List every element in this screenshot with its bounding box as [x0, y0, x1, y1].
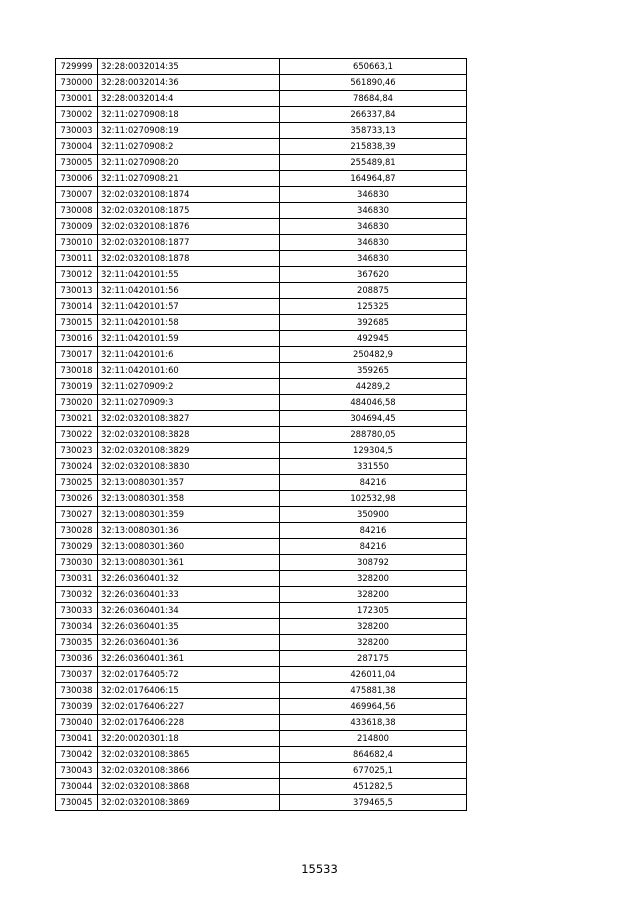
value-cell: 346830 [280, 219, 467, 235]
table-row [56, 587, 467, 603]
value-cell: 346830 [280, 235, 467, 251]
value-cell: 328200 [280, 619, 467, 635]
value-cell: 346830 [280, 203, 467, 219]
value-cell: 129304,5 [280, 443, 467, 459]
data-table [55, 58, 467, 811]
row-id-cell: 730039 [56, 699, 98, 715]
table-row [56, 299, 467, 315]
row-id-cell: 730006 [56, 171, 98, 187]
table-row [56, 331, 467, 347]
row-id-cell: 730018 [56, 363, 98, 379]
table-row [56, 651, 467, 667]
table-row [56, 267, 467, 283]
row-id-cell: 730020 [56, 395, 98, 411]
value-cell: 304694,45 [280, 411, 467, 427]
table-row [56, 219, 467, 235]
cadastral-number-cell: 32:02:0320108:3828 [98, 427, 280, 443]
value-cell: 287175 [280, 651, 467, 667]
value-cell: 255489,81 [280, 155, 467, 171]
row-id-cell: 730004 [56, 139, 98, 155]
cadastral-number-cell: 32:02:0320108:3829 [98, 443, 280, 459]
value-cell: 44289,2 [280, 379, 467, 395]
row-id-cell: 730029 [56, 539, 98, 555]
value-cell: 561890,46 [280, 75, 467, 91]
cadastral-number-cell: 32:13:0080301:359 [98, 507, 280, 523]
cadastral-number-cell: 32:02:0320108:3827 [98, 411, 280, 427]
row-id-cell: 730008 [56, 203, 98, 219]
row-id-cell: 730013 [56, 283, 98, 299]
table-row [56, 763, 467, 779]
value-cell: 392685 [280, 315, 467, 331]
cadastral-number-cell: 32:11:0270908:20 [98, 155, 280, 171]
table-row [56, 75, 467, 91]
cadastral-number-cell: 32:02:0320108:1876 [98, 219, 280, 235]
cadastral-number-cell: 32:02:0176406:15 [98, 683, 280, 699]
value-cell: 215838,39 [280, 139, 467, 155]
row-id-cell: 730024 [56, 459, 98, 475]
table-row [56, 315, 467, 331]
value-cell: 328200 [280, 635, 467, 651]
row-id-cell: 730015 [56, 315, 98, 331]
value-cell: 214800 [280, 731, 467, 747]
row-id-cell: 730041 [56, 731, 98, 747]
table-row [56, 155, 467, 171]
table-row [56, 363, 467, 379]
table-row [56, 347, 467, 363]
cadastral-number-cell: 32:28:0032014:35 [98, 59, 280, 75]
cadastral-number-cell: 32:26:0360401:35 [98, 619, 280, 635]
cadastral-number-cell: 32:11:0420101:56 [98, 283, 280, 299]
cadastral-number-cell: 32:02:0320108:3865 [98, 747, 280, 763]
table-row [56, 507, 467, 523]
cadastral-number-cell: 32:11:0420101:55 [98, 267, 280, 283]
row-id-cell: 729999 [56, 59, 98, 75]
row-id-cell: 730014 [56, 299, 98, 315]
cadastral-number-cell: 32:02:0320108:1874 [98, 187, 280, 203]
cadastral-number-cell: 32:20:0020301:18 [98, 731, 280, 747]
value-cell: 164964,87 [280, 171, 467, 187]
row-id-cell: 730042 [56, 747, 98, 763]
value-cell: 677025,1 [280, 763, 467, 779]
value-cell: 308792 [280, 555, 467, 571]
row-id-cell: 730034 [56, 619, 98, 635]
cadastral-number-cell: 32:02:0176405:72 [98, 667, 280, 683]
cadastral-number-cell: 32:26:0360401:34 [98, 603, 280, 619]
value-cell: 469964,56 [280, 699, 467, 715]
cadastral-number-cell: 32:02:0320108:3869 [98, 795, 280, 811]
value-cell: 331550 [280, 459, 467, 475]
value-cell: 125325 [280, 299, 467, 315]
table-row [56, 667, 467, 683]
cadastral-number-cell: 32:11:0420101:59 [98, 331, 280, 347]
row-id-cell: 730001 [56, 91, 98, 107]
value-cell: 250482,9 [280, 347, 467, 363]
cadastral-number-cell: 32:26:0360401:361 [98, 651, 280, 667]
value-cell: 328200 [280, 587, 467, 603]
cadastral-number-cell: 32:11:0420101:6 [98, 347, 280, 363]
table-row [56, 379, 467, 395]
table-row [56, 635, 467, 651]
row-id-cell: 730022 [56, 427, 98, 443]
table-row [56, 283, 467, 299]
row-id-cell: 730030 [56, 555, 98, 571]
cadastral-number-cell: 32:02:0320108:1877 [98, 235, 280, 251]
value-cell: 84216 [280, 523, 467, 539]
row-id-cell: 730011 [56, 251, 98, 267]
cadastral-number-cell: 32:02:0320108:1878 [98, 251, 280, 267]
row-id-cell: 730033 [56, 603, 98, 619]
value-cell: 172305 [280, 603, 467, 619]
value-cell: 346830 [280, 251, 467, 267]
row-id-cell: 730040 [56, 715, 98, 731]
cadastral-number-cell: 32:11:0420101:60 [98, 363, 280, 379]
value-cell: 346830 [280, 187, 467, 203]
value-cell: 350900 [280, 507, 467, 523]
value-cell: 426011,04 [280, 667, 467, 683]
table-row [56, 475, 467, 491]
row-id-cell: 730017 [56, 347, 98, 363]
cadastral-number-cell: 32:02:0320108:3868 [98, 779, 280, 795]
row-id-cell: 730023 [56, 443, 98, 459]
cadastral-number-cell: 32:13:0080301:357 [98, 475, 280, 491]
table-row [56, 395, 467, 411]
value-cell: 102532,98 [280, 491, 467, 507]
table-row [56, 123, 467, 139]
table-row [56, 443, 467, 459]
row-id-cell: 730032 [56, 587, 98, 603]
row-id-cell: 730025 [56, 475, 98, 491]
cadastral-number-cell: 32:11:0270908:21 [98, 171, 280, 187]
table-row [56, 139, 467, 155]
table-body [56, 59, 467, 811]
page-number: 15533 [301, 862, 338, 876]
row-id-cell: 730035 [56, 635, 98, 651]
table-row [56, 619, 467, 635]
row-id-cell: 730045 [56, 795, 98, 811]
cadastral-number-cell: 32:02:0176406:227 [98, 699, 280, 715]
cadastral-number-cell: 32:11:0270908:2 [98, 139, 280, 155]
table-row [56, 779, 467, 795]
value-cell: 475881,38 [280, 683, 467, 699]
cadastral-number-cell: 32:13:0080301:360 [98, 539, 280, 555]
row-id-cell: 730026 [56, 491, 98, 507]
row-id-cell: 730038 [56, 683, 98, 699]
table-row [56, 683, 467, 699]
row-id-cell: 730000 [56, 75, 98, 91]
table-row [56, 427, 467, 443]
table-row [56, 555, 467, 571]
table-row [56, 795, 467, 811]
row-id-cell: 730021 [56, 411, 98, 427]
table-row [56, 491, 467, 507]
row-id-cell: 730003 [56, 123, 98, 139]
table-row [56, 411, 467, 427]
row-id-cell: 730002 [56, 107, 98, 123]
table-row [56, 187, 467, 203]
value-cell: 367620 [280, 267, 467, 283]
cadastral-number-cell: 32:11:0270909:3 [98, 395, 280, 411]
cadastral-number-cell: 32:11:0420101:58 [98, 315, 280, 331]
value-cell: 328200 [280, 571, 467, 587]
table-row [56, 107, 467, 123]
cadastral-number-cell: 32:11:0420101:57 [98, 299, 280, 315]
table-row [56, 747, 467, 763]
cadastral-number-cell: 32:11:0270908:19 [98, 123, 280, 139]
table-row [56, 571, 467, 587]
table-row [56, 699, 467, 715]
value-cell: 266337,84 [280, 107, 467, 123]
row-id-cell: 730037 [56, 667, 98, 683]
table-row [56, 235, 467, 251]
row-id-cell: 730043 [56, 763, 98, 779]
value-cell: 484046,58 [280, 395, 467, 411]
cadastral-number-cell: 32:26:0360401:33 [98, 587, 280, 603]
table-row [56, 523, 467, 539]
cadastral-number-cell: 32:02:0320108:3866 [98, 763, 280, 779]
value-cell: 208875 [280, 283, 467, 299]
value-cell: 84216 [280, 475, 467, 491]
row-id-cell: 730036 [56, 651, 98, 667]
table-row [56, 203, 467, 219]
cadastral-number-cell: 32:13:0080301:358 [98, 491, 280, 507]
table-row [56, 251, 467, 267]
table-row [56, 459, 467, 475]
row-id-cell: 730016 [56, 331, 98, 347]
row-id-cell: 730027 [56, 507, 98, 523]
row-id-cell: 730012 [56, 267, 98, 283]
row-id-cell: 730028 [56, 523, 98, 539]
cadastral-number-cell: 32:11:0270908:18 [98, 107, 280, 123]
value-cell: 864682,4 [280, 747, 467, 763]
value-cell: 288780,05 [280, 427, 467, 443]
value-cell: 451282,5 [280, 779, 467, 795]
value-cell: 433618,38 [280, 715, 467, 731]
row-id-cell: 730009 [56, 219, 98, 235]
cadastral-number-cell: 32:02:0176406:228 [98, 715, 280, 731]
table-row [56, 603, 467, 619]
row-id-cell: 730005 [56, 155, 98, 171]
table-row [56, 91, 467, 107]
cadastral-number-cell: 32:26:0360401:32 [98, 571, 280, 587]
row-id-cell: 730010 [56, 235, 98, 251]
row-id-cell: 730019 [56, 379, 98, 395]
cadastral-number-cell: 32:28:0032014:4 [98, 91, 280, 107]
cadastral-number-cell: 32:02:0320108:1875 [98, 203, 280, 219]
value-cell: 492945 [280, 331, 467, 347]
cadastral-number-cell: 32:02:0320108:3830 [98, 459, 280, 475]
value-cell: 379465,5 [280, 795, 467, 811]
row-id-cell: 730031 [56, 571, 98, 587]
cadastral-number-cell: 32:13:0080301:36 [98, 523, 280, 539]
row-id-cell: 730044 [56, 779, 98, 795]
cadastral-number-cell: 32:28:0032014:36 [98, 75, 280, 91]
table-row [56, 731, 467, 747]
table-row [56, 715, 467, 731]
row-id-cell: 730007 [56, 187, 98, 203]
cadastral-number-cell: 32:26:0360401:36 [98, 635, 280, 651]
cadastral-number-cell: 32:13:0080301:361 [98, 555, 280, 571]
value-cell: 84216 [280, 539, 467, 555]
value-cell: 358733,13 [280, 123, 467, 139]
table-row [56, 171, 467, 187]
table-row [56, 59, 467, 75]
table-row [56, 539, 467, 555]
value-cell: 650663,1 [280, 59, 467, 75]
cadastral-number-cell: 32:11:0270909:2 [98, 379, 280, 395]
value-cell: 359265 [280, 363, 467, 379]
value-cell: 78684,84 [280, 91, 467, 107]
